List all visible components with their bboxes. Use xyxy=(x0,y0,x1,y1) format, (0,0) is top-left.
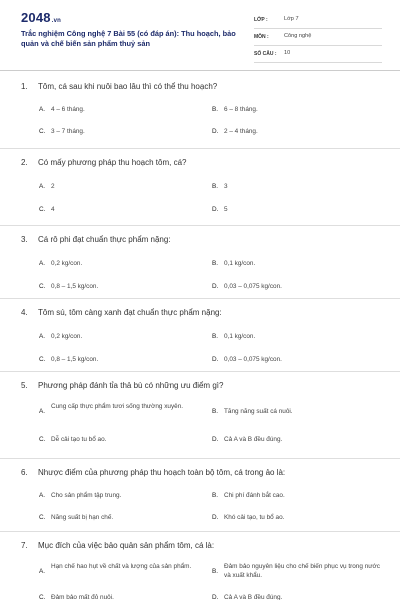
question-number: 6. xyxy=(21,468,28,477)
option-text: 0,1 kg/con. xyxy=(224,260,256,267)
option-letter: D. xyxy=(212,283,219,290)
option-text: 0,03 – 0,075 kg/con. xyxy=(224,356,282,363)
question-text xyxy=(21,82,217,91)
logo-text: 2048 xyxy=(21,10,51,25)
option-letter: A. xyxy=(39,183,46,190)
option-letter: B. xyxy=(212,333,219,340)
option-letter: B. xyxy=(212,260,219,267)
option-text: Cho sản phẩm tập trung. xyxy=(51,492,122,499)
option-letter: D. xyxy=(212,206,219,213)
option-letter: A. xyxy=(39,106,46,113)
option-text: Hạn chế hao hụt về chất và lượng của sản phẩm. xyxy=(51,563,192,570)
option-text: Chi phí đánh bắt cao. xyxy=(224,492,285,499)
option-letter: B. xyxy=(212,492,219,499)
question-item xyxy=(0,149,400,226)
meta-value: Công nghệ xyxy=(284,33,312,39)
question-item xyxy=(0,299,400,372)
question-text xyxy=(21,468,285,477)
question-number: 3. xyxy=(21,235,28,244)
option-text: 4 xyxy=(51,206,55,213)
question-item xyxy=(0,372,400,459)
option-letter: D. xyxy=(212,514,219,521)
question-body: Cá rô phi đạt chuẩn thực phẩm nặng: xyxy=(38,235,171,244)
question-item xyxy=(0,459,400,532)
meta-row-class xyxy=(254,14,382,29)
option-text: Đảm bảo mất đỏ nuôi. xyxy=(51,594,114,600)
meta-row-count xyxy=(254,48,382,63)
option-letter: A. xyxy=(39,260,46,267)
option-letter: B. xyxy=(212,408,219,415)
meta-row-subject xyxy=(254,31,382,46)
option-letter: D. xyxy=(212,356,219,363)
option-letter: A. xyxy=(39,568,46,575)
meta-key: MÔN : xyxy=(254,34,269,40)
option-text: Năng suất bị hạn chế. xyxy=(51,514,114,521)
option-letter: C. xyxy=(39,128,46,135)
question-body: Mục đích của việc bảo quản sản phẩm tôm, cá là: xyxy=(38,541,215,550)
option-text: 6 – 8 tháng. xyxy=(224,106,258,113)
option-letter: C. xyxy=(39,356,46,363)
option-text: Đảm bảo nguyên liệu cho chế biến phục vụ trong nước và xuất khẩu. xyxy=(224,563,380,579)
option-letter: D. xyxy=(212,436,219,443)
option-text: Cả A và B đều đúng. xyxy=(224,436,283,443)
option-letter: A. xyxy=(39,492,46,499)
meta-value: 10 xyxy=(284,50,291,56)
meta-key: SỐ CÂU : xyxy=(254,51,277,57)
question-text xyxy=(21,381,223,390)
question-number: 2. xyxy=(21,158,28,167)
question-text xyxy=(21,235,171,244)
option-letter: A. xyxy=(39,408,46,415)
question-number: 7. xyxy=(21,541,28,550)
option-text: Cung cấp thực phẩm tươi sống thường xuyên. xyxy=(51,403,184,410)
option-letter: D. xyxy=(212,594,219,600)
option-letter: B. xyxy=(212,183,219,190)
question-number: 4. xyxy=(21,308,28,317)
question-item xyxy=(0,532,400,600)
option-letter: B. xyxy=(212,568,219,575)
option-text: 0,8 – 1,5 kg/con. xyxy=(51,283,99,290)
question-item xyxy=(0,226,400,299)
question-number: 5. xyxy=(21,381,28,390)
option-text: 3 xyxy=(224,183,228,190)
question-body: Tôm sú, tôm càng xanh đạt chuẩn thực phẩm nặng: xyxy=(38,308,222,317)
option-letter: C. xyxy=(39,594,46,600)
question-body: Tôm, cá sau khi nuôi bao lâu thì có thể thu hoạch? xyxy=(38,82,218,91)
option-text: 0,2 kg/con. xyxy=(51,260,83,267)
option-text: 0,1 kg/con. xyxy=(224,333,256,340)
option-letter: C. xyxy=(39,514,46,521)
question-text xyxy=(21,541,214,550)
site-logo[interactable] xyxy=(21,10,61,25)
option-text: 4 – 6 tháng. xyxy=(51,106,85,113)
option-letter: D. xyxy=(212,128,219,135)
page-title: Trắc nghiệm Công nghệ 7 Bài 55 (có đáp án): Thu hoạch, bảo quản và chế biến sản phẩm thuỷ sản xyxy=(21,29,236,48)
option-text: Tăng năng suất cá nuôi. xyxy=(224,408,293,415)
option-letter: C. xyxy=(39,436,46,443)
question-text xyxy=(21,308,222,317)
meta-info xyxy=(254,14,382,65)
question-body: Có mấy phương pháp thu hoạch tôm, cá? xyxy=(38,158,187,167)
option-letter: A. xyxy=(39,333,46,340)
option-text: 0,8 – 1,5 kg/con. xyxy=(51,356,99,363)
option-letter: B. xyxy=(212,106,219,113)
question-body: Nhược điểm của phương pháp thu hoạch toàn bộ tôm, cá trong ảo là: xyxy=(38,468,286,477)
option-text: 2 xyxy=(51,183,55,190)
question-number: 1. xyxy=(21,82,28,91)
meta-value: Lớp 7 xyxy=(284,16,299,22)
document-header xyxy=(0,0,400,68)
option-text: 3 – 7 tháng. xyxy=(51,128,85,135)
question-text xyxy=(21,158,186,167)
question-list xyxy=(0,71,400,600)
option-text: 0,03 – 0,075 kg/con. xyxy=(224,283,282,290)
option-letter: C. xyxy=(39,283,46,290)
option-letter: C. xyxy=(39,206,46,213)
question-body: Phương pháp đánh tỉa thả bù có những ưu điểm gì? xyxy=(38,381,224,390)
option-text: 5 xyxy=(224,206,228,213)
logo-suffix: .vn xyxy=(51,18,62,24)
option-text: Cả A và B đều đúng. xyxy=(224,594,283,600)
meta-key: LỚP : xyxy=(254,17,268,23)
question-item xyxy=(0,71,400,149)
option-text: 2 – 4 tháng. xyxy=(224,128,258,135)
option-text: 0,2 kg/con. xyxy=(51,333,83,340)
option-text: Dễ cải tạo tu bổ ao. xyxy=(51,436,107,443)
option-text: Khó cải tạo, tu bổ ao. xyxy=(224,514,285,521)
